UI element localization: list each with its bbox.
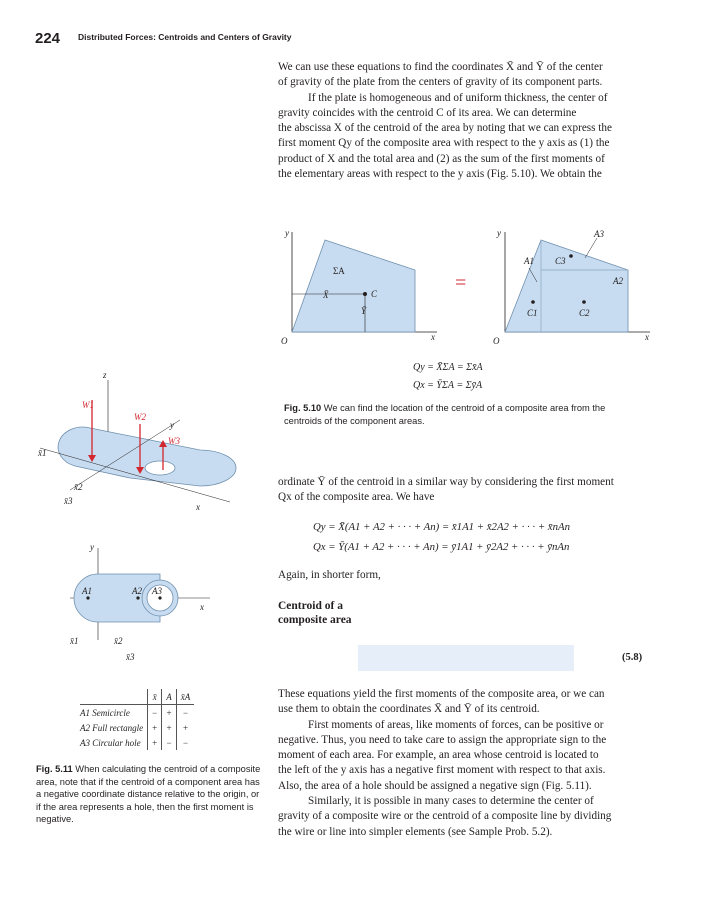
page-number: 224	[35, 30, 61, 47]
x1-dist-label: x̄1	[38, 448, 47, 458]
text-line: of gravity of the plate from the centers of gravity of its component parts.	[278, 76, 603, 89]
x2-dist-label-plan: x̄2	[114, 636, 123, 646]
header-xbar: x̄	[148, 689, 162, 705]
figure-5-10-caption	[284, 402, 624, 427]
text-line: the abscissa X of the centroid of the area by noting that we can express the	[278, 122, 612, 135]
equation-box	[358, 645, 574, 671]
equation-number: (5.8)	[622, 652, 643, 663]
cell: +	[148, 735, 162, 750]
sign-table	[80, 689, 194, 750]
cell: +	[162, 720, 177, 735]
caption-text: When calculating the centroid of a composite area, note that if the centroid of a component area has a negative coordinate distance relative to the origin, or if the area represents a hole, then the first moment is negative.	[36, 764, 261, 824]
text-line: use them to obtain the coordinates X̄ and Ȳ of its centroid.	[278, 703, 540, 716]
text-line: These equations yield the first moments of the composite area, or we can	[278, 688, 605, 700]
caption-text: We can find the location of the centroid of a composite area from the centroids of the component areas.	[284, 403, 606, 426]
w2-label: W2	[134, 412, 146, 422]
text-line: Similarly, it is possible in many cases to determine the center of	[308, 795, 594, 808]
text-line: first moment Qy of the composite area with respect to the y axis as (1) the	[278, 137, 610, 150]
text-line: the elementary areas with respect to the y axis (Fig. 5.10). We obtain the	[278, 168, 602, 181]
figure-5-10	[275, 222, 665, 398]
text-line: negative. Thus, you need to take care to assign the appropriate sign to the	[278, 733, 607, 746]
side-heading-line: composite area	[278, 614, 352, 626]
text-line: If the plate is homogeneous and of uniform thickness, the center of	[308, 91, 608, 104]
cell: −	[148, 705, 162, 721]
fig510-eq-qx: Qx = ȲΣA = ΣȳA	[413, 380, 483, 391]
caption-label: Fig. 5.11	[36, 764, 73, 774]
y-axis-label-plan: y	[90, 542, 94, 552]
a3-label-plan: A3	[152, 586, 162, 596]
fig510-eq-qy: Qy = X̄ΣA = Σx̄A	[413, 362, 483, 373]
c3-label: C3	[555, 256, 566, 266]
c2-label: C2	[579, 308, 590, 318]
text-line: moment of each area. For example, an area whose centroid is located to	[278, 749, 599, 762]
side-heading-line: Centroid of a	[278, 600, 343, 612]
c1-label: C1	[527, 308, 538, 318]
z-axis-label: z	[103, 370, 107, 380]
table-row	[80, 705, 194, 721]
equation-qx: Qx = Ȳ(A1 + A2 + · · · + An) = ȳ1A1 + ȳ2A2 + · · · + ȳnAn	[313, 541, 570, 553]
ybar-label: Ȳ	[361, 306, 367, 316]
x2-dist-label: x̄2	[74, 482, 83, 492]
a2-label: A2	[613, 276, 623, 286]
cell: −	[176, 705, 194, 721]
x-axis-label: x	[431, 332, 435, 342]
text-line: product of X and the total area and (2) as the sum of the first moments of	[278, 152, 605, 165]
sum-a-label: ΣA	[333, 266, 345, 276]
cell: −	[176, 735, 194, 750]
centroid-label: C	[371, 289, 378, 299]
header-xbar-a: x̄A	[176, 689, 194, 705]
x-axis-label-right: x	[645, 332, 649, 342]
equation-qy: Qy = X̄(A1 + A2 + · · · + An) = x̄1A1 + x̄2A2 + · · · + x̄nAn	[313, 521, 570, 533]
table-row	[80, 735, 194, 750]
xbar-label: X̄	[323, 290, 329, 300]
cell: −	[162, 735, 177, 750]
paragraph-shorter-form: Again, in shorter form,	[278, 569, 381, 581]
paragraph-intro	[278, 60, 654, 182]
origin-label-right: O	[493, 336, 500, 346]
sign-table-header	[80, 689, 194, 705]
fig510-left-diagram	[281, 228, 437, 346]
row-label: A3 Circular hole	[80, 737, 141, 748]
y-axis-label-3d: y	[170, 420, 174, 430]
w1-label: W1	[82, 400, 94, 410]
a3-label: A3	[594, 229, 604, 239]
cell: +	[148, 720, 162, 735]
y-axis-label: y	[285, 228, 289, 238]
header-a: A	[162, 689, 177, 705]
side-heading	[278, 599, 352, 627]
figure-5-11-plate	[30, 370, 245, 520]
text-line: Qx of the composite area. We have	[278, 491, 435, 504]
figure-5-11-caption	[36, 763, 264, 826]
caption-label: Fig. 5.10	[284, 403, 322, 413]
fig510-right-diagram	[493, 228, 650, 346]
a1-label-plan: A1	[82, 586, 92, 596]
running-head: Distributed Forces: Centroids and Centers of Gravity	[78, 32, 292, 42]
text-line: gravity of a composite wire or the centroid of a composite line by dividing	[278, 810, 612, 823]
a2-label-plan: A2	[132, 586, 142, 596]
x-axis-label-plan: x	[200, 602, 204, 612]
figure-5-11-plan	[60, 540, 220, 665]
text-line: First moments of areas, like moments of forces, can be positive or	[308, 718, 604, 731]
y-axis-label-right: y	[497, 228, 501, 238]
w3-label: W3	[168, 436, 180, 446]
text-line: gravity coincides with the centroid C of its area. We can determine	[278, 106, 577, 119]
paragraph-first-moments	[278, 687, 654, 840]
table-row	[80, 720, 194, 735]
text-line: Also, the area of a hole should be assigned a negative sign (Fig. 5.11).	[278, 779, 592, 792]
paragraph-ordinate	[278, 475, 654, 506]
row-label: A1 Semicircle	[80, 707, 130, 718]
x3-dist-label: x̄3	[64, 496, 73, 506]
text-line: the wire or line into simpler elements (see Sample Prob. 5.2).	[278, 825, 553, 838]
text-line: We can use these equations to find the coordinates X̄ and Ȳ of the center	[278, 61, 603, 73]
cell: +	[162, 705, 177, 721]
text-line: ordinate Ȳ of the centroid in a similar way by considering the first moment	[278, 476, 614, 488]
a1-label: A1	[524, 256, 534, 266]
x1-dist-label-plan: x̄1	[70, 636, 79, 646]
x3-dist-label-plan: x̄3	[126, 652, 135, 662]
origin-label: O	[281, 336, 288, 346]
text-line: the left of the y axis has a negative first moment with respect to that axis.	[278, 764, 606, 777]
equals-sign: =	[455, 272, 467, 294]
row-label: A2 Full rectangle	[80, 722, 144, 733]
x-axis-label-3d: x	[196, 502, 200, 512]
cell: +	[176, 720, 194, 735]
